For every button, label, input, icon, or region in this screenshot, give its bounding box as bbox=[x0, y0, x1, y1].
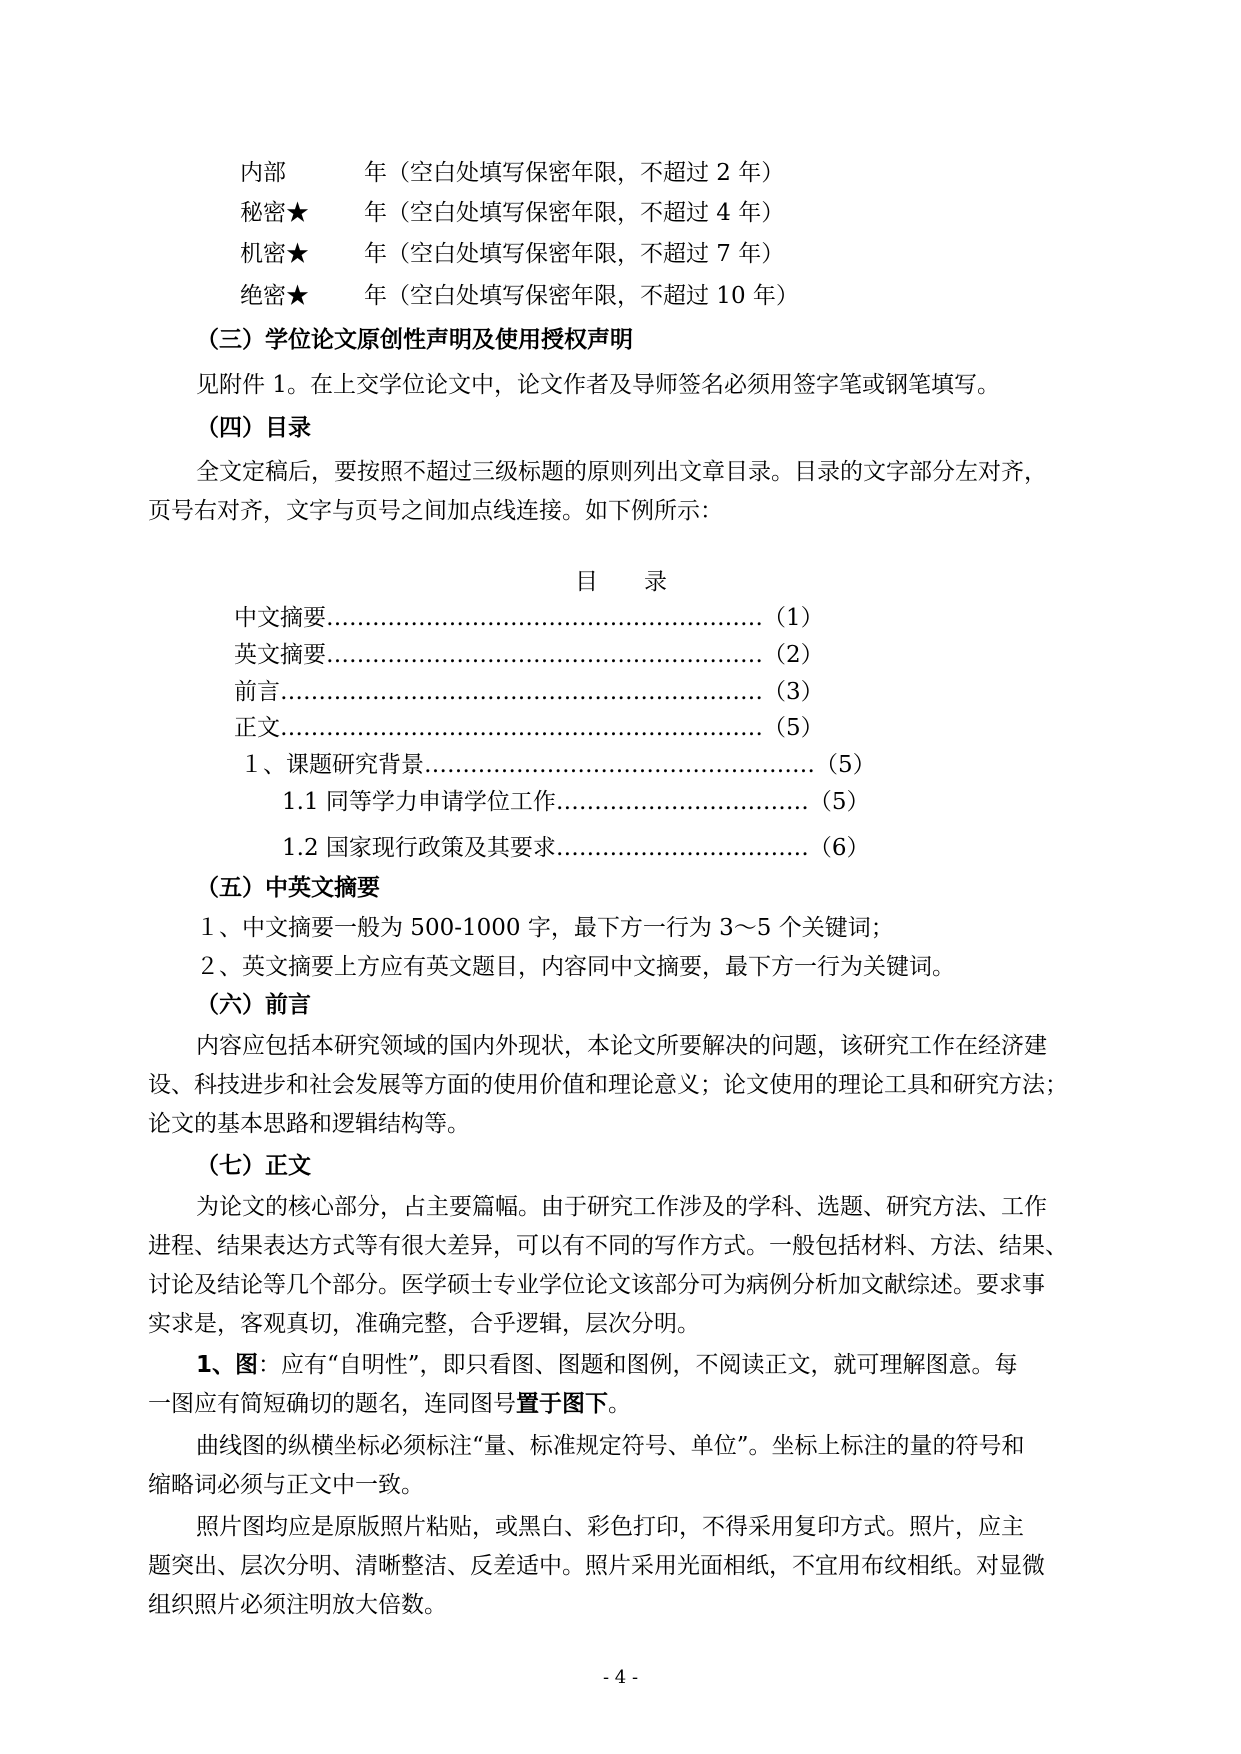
section-heading-7: （七）正文 bbox=[196, 1153, 311, 1179]
secrecy-label: 绝密★ bbox=[240, 283, 309, 309]
section-5-item-2: ２、英文摘要上方应有英文题目，内容同中文摘要，最下方一行为关键词。 bbox=[196, 954, 955, 980]
secrecy-row-secret bbox=[240, 198, 784, 228]
toc-row bbox=[234, 603, 824, 633]
toc-page-number: （5） bbox=[808, 789, 870, 815]
section-6-line2: 设、科技进步和社会发展等方面的使用价值和理论意义；论文使用的理论工具和研究方法； bbox=[148, 1072, 1068, 1098]
toc-leader-dots: …………………………………………… bbox=[424, 752, 815, 778]
section-3-body: 见附件 1。在上交学位论文中，论文作者及导师签名必须用签字笔或钢笔填写。 bbox=[196, 372, 1000, 398]
page-number: - 4 - bbox=[602, 1667, 639, 1688]
secrecy-text: 年（空白处填写保密年限，不超过 10 年） bbox=[364, 283, 799, 309]
toc-row bbox=[234, 677, 824, 707]
section-heading-4: （四）目录 bbox=[196, 415, 311, 441]
section-7-p1-line1: 为论文的核心部分，占主要篇幅。由于研究工作涉及的学科、选题、研究方法、工作 bbox=[196, 1194, 1047, 1220]
photo-rule-line1: 照片图均应是原版照片粘贴，或黑白、彩色打印，不得采用复印方式。照片，应主 bbox=[196, 1514, 1024, 1540]
secrecy-row-confidential bbox=[240, 239, 784, 269]
figure-rule-line2 bbox=[148, 1389, 631, 1419]
section-4-body-line1: 全文定稿后，要按照不超过三级标题的原则列出文章目录。目录的文字部分左对齐， bbox=[196, 459, 1047, 485]
toc-page-number: （2） bbox=[763, 642, 824, 668]
section-heading-5: （五）中英文摘要 bbox=[196, 875, 380, 901]
section-heading-6: （六）前言 bbox=[196, 992, 311, 1018]
toc-entry-text: 中文摘要 bbox=[234, 605, 326, 631]
secrecy-label: 内部 bbox=[240, 160, 286, 186]
secrecy-label: 机密★ bbox=[240, 241, 309, 267]
section-7-p1-line3: 讨论及结论等几个部分。医学硕士专业学位论文该部分可为病例分析加文献综述。要求事 bbox=[148, 1272, 1045, 1298]
curve-rule-line1: 曲线图的纵横坐标必须标注“量、标准规定符号、单位”。坐标上标注的量的符号和 bbox=[196, 1433, 1025, 1459]
toc-row bbox=[234, 640, 824, 670]
toc-title: 目 录 bbox=[575, 569, 667, 595]
section-7-p1-line4: 实求是，客观真切，准确完整，合乎逻辑，层次分明。 bbox=[148, 1311, 700, 1337]
photo-rule-line3: 组织照片必须注明放大倍数。 bbox=[148, 1592, 447, 1618]
section-6-line1: 内容应包括本研究领域的国内外现状，本论文所要解决的问题，该研究工作在经济建 bbox=[196, 1033, 1047, 1059]
toc-leader-dots: …………………………… bbox=[555, 789, 809, 815]
toc-leader-dots: ……………………………………………………… bbox=[280, 715, 763, 741]
toc-entry-text: 英文摘要 bbox=[234, 642, 326, 668]
toc-leader-dots: ………………………………………………… bbox=[326, 605, 763, 631]
secrecy-row-top-secret bbox=[240, 281, 799, 311]
toc-page-number: （1） bbox=[763, 605, 824, 631]
figure-rule-text: 一图应有简短确切的题名，连同图号 bbox=[148, 1391, 516, 1417]
toc-page-number: （6） bbox=[808, 835, 870, 861]
toc-entry-text: 1.1 同等学力申请学位工作 bbox=[282, 789, 556, 815]
toc-row bbox=[282, 833, 870, 863]
toc-leader-dots: ……………………………………………………… bbox=[280, 679, 763, 705]
toc-row bbox=[234, 713, 824, 743]
toc-entry-text: １、课题研究背景 bbox=[240, 752, 424, 778]
toc-page-number: （5） bbox=[815, 752, 876, 778]
secrecy-text: 年（空白处填写保密年限，不超过 2 年） bbox=[364, 160, 785, 186]
figure-rule-text: 。 bbox=[608, 1391, 631, 1417]
toc-entry-text: 前言 bbox=[234, 679, 280, 705]
toc-page-number: （3） bbox=[763, 679, 824, 705]
secrecy-text: 年（空白处填写保密年限，不超过 7 年） bbox=[364, 241, 785, 267]
secrecy-row-internal bbox=[240, 158, 784, 188]
toc-page-number: （5） bbox=[763, 715, 824, 741]
section-4-body-line2: 页号右对齐，文字与页号之间加点线连接。如下例所示： bbox=[148, 498, 723, 524]
section-6-line3: 论文的基本思路和逻辑结构等。 bbox=[148, 1111, 470, 1137]
toc-entry-text: 1.2 国家现行政策及其要求 bbox=[282, 835, 556, 861]
section-5-item-1: １、中文摘要一般为 500-1000 字，最下方一行为 3～5 个关键词； bbox=[196, 915, 894, 941]
curve-rule-line2: 缩略词必须与正文中一致。 bbox=[148, 1472, 424, 1498]
figure-rule-emphasis: 置于图下 bbox=[516, 1391, 608, 1417]
toc-row bbox=[282, 787, 870, 817]
figure-rule-text: ：应有“自明性”，即只看图、图题和图例，不阅读正文，就可理解图意。每 bbox=[258, 1352, 1018, 1378]
figure-rule-line1 bbox=[196, 1350, 1018, 1380]
photo-rule-line2: 题突出、层次分明、清晰整洁、反差适中。照片采用光面相纸，不宜用布纹相纸。对显微 bbox=[148, 1553, 1045, 1579]
toc-leader-dots: ………………………………………………… bbox=[326, 642, 763, 668]
toc-row bbox=[240, 750, 876, 780]
section-7-p1-line2: 进程、结果表达方式等有很大差异，可以有不同的写作方式。一般包括材料、方法、结果、 bbox=[148, 1233, 1068, 1259]
toc-entry-text: 正文 bbox=[234, 715, 280, 741]
figure-rule-label: 1、图 bbox=[196, 1352, 259, 1378]
secrecy-label: 秘密★ bbox=[240, 200, 309, 226]
toc-leader-dots: …………………………… bbox=[555, 835, 809, 861]
secrecy-text: 年（空白处填写保密年限，不超过 4 年） bbox=[364, 200, 785, 226]
section-heading-3: （三）学位论文原创性声明及使用授权声明 bbox=[196, 327, 633, 353]
